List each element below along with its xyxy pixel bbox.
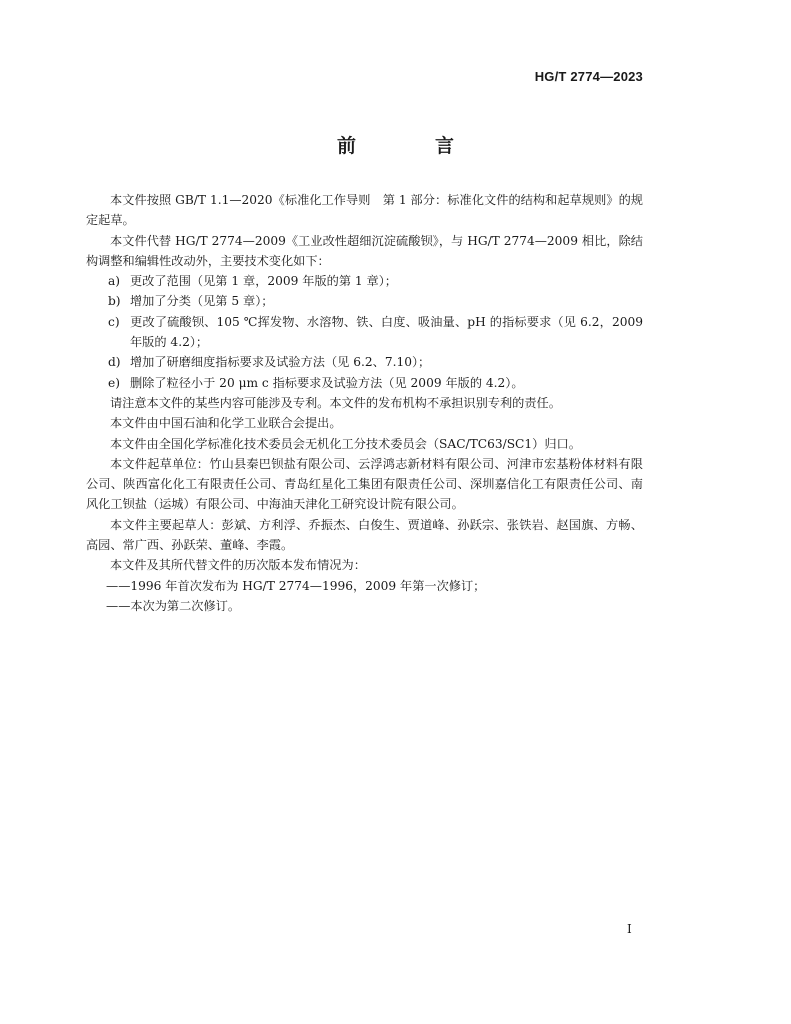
paragraph-proposer: 本文件由中国石油和化学工业联合会提出。 bbox=[110, 416, 342, 431]
page-title: 前 言 bbox=[336, 135, 484, 157]
list-item-label: e) bbox=[108, 375, 120, 390]
paragraph-drafting-units: 本文件起草单位：竹山县秦巴钡盐有限公司、云浮鸿志新材料有限公司、河津市宏基粉体材料有限公司、陕西富化化工有限责任公司、青岛红星化工集团有限责任公司、深圳嘉信化工有限责任公司、南风化工钡盐（运城）有限公司、中海油天津化工研究设计院有限公司。 bbox=[86, 456, 643, 512]
list-item-label: b) bbox=[108, 294, 121, 309]
list-item-text: 更改了范围（见第 1 章，2009 年版的第 1 章）； bbox=[130, 274, 397, 289]
list-item bbox=[86, 271, 643, 291]
history-item: ——本次为第二次修订。 bbox=[106, 598, 241, 613]
list-item-text: 删除了粒径小于 20 μm c 指标要求及试验方法（见 2009 年版的 4.2）。 bbox=[130, 375, 524, 390]
paragraph-committee: 本文件由全国化学标准化技术委员会无机化工分技术委员会（SAC/TC63/SC1）归口。 bbox=[110, 436, 581, 451]
list-item bbox=[86, 373, 643, 393]
history-item: ——1996 年首次发布为 HG/T 2774—1996，2009 年第一次修订； bbox=[106, 578, 486, 593]
foreword-body bbox=[86, 190, 643, 616]
paragraph-history-intro: 本文件及其所代替文件的历次版本发布情况为： bbox=[110, 558, 366, 573]
list-item-text: 增加了研磨细度指标要求及试验方法（见 6.2、7.10）； bbox=[130, 355, 431, 370]
list-item-label: d) bbox=[108, 355, 121, 370]
list-item-text: 更改了硫酸钡、105 ℃挥发物、水溶物、铁、白度、吸油量、pH 的指标要求（见 6.2，2009 年版的 4.2）； bbox=[130, 314, 643, 350]
page-number: I bbox=[627, 922, 632, 936]
list-item-label: a) bbox=[108, 274, 121, 289]
list-item-text: 增加了分类（见第 5 章）； bbox=[130, 294, 274, 309]
list-item-label: c) bbox=[108, 314, 120, 329]
list-item bbox=[86, 312, 643, 353]
list-item bbox=[86, 352, 643, 372]
paragraph-patent-notice: 请注意本文件的某些内容可能涉及专利。本文件的发布机构不承担识别专利的责任。 bbox=[110, 395, 561, 410]
paragraph-drafters: 本文件主要起草人：彭斌、方利浮、乔振杰、白俊生、贾道峰、孙跃宗、张铁岩、赵国旗、方畅、高园、常广西、孙跃荣、董峰、李霞。 bbox=[86, 517, 643, 553]
standard-code: HG/T 2774—2023 bbox=[534, 69, 643, 84]
paragraph-drafting-rules: 本文件按照 GB/T 1.1—2020《标准化工作导则 第 1 部分：标准化文件的结构和起草规则》的规定起草。 bbox=[86, 193, 643, 228]
paragraph-replacement: 本文件代替 HG/T 2774—2009《工业改性超细沉淀硫酸钡》，与 HG/T 2774—2009 相比，除结构调整和编辑性改动外，主要技术变化如下： bbox=[86, 233, 643, 268]
list-item bbox=[86, 291, 643, 311]
